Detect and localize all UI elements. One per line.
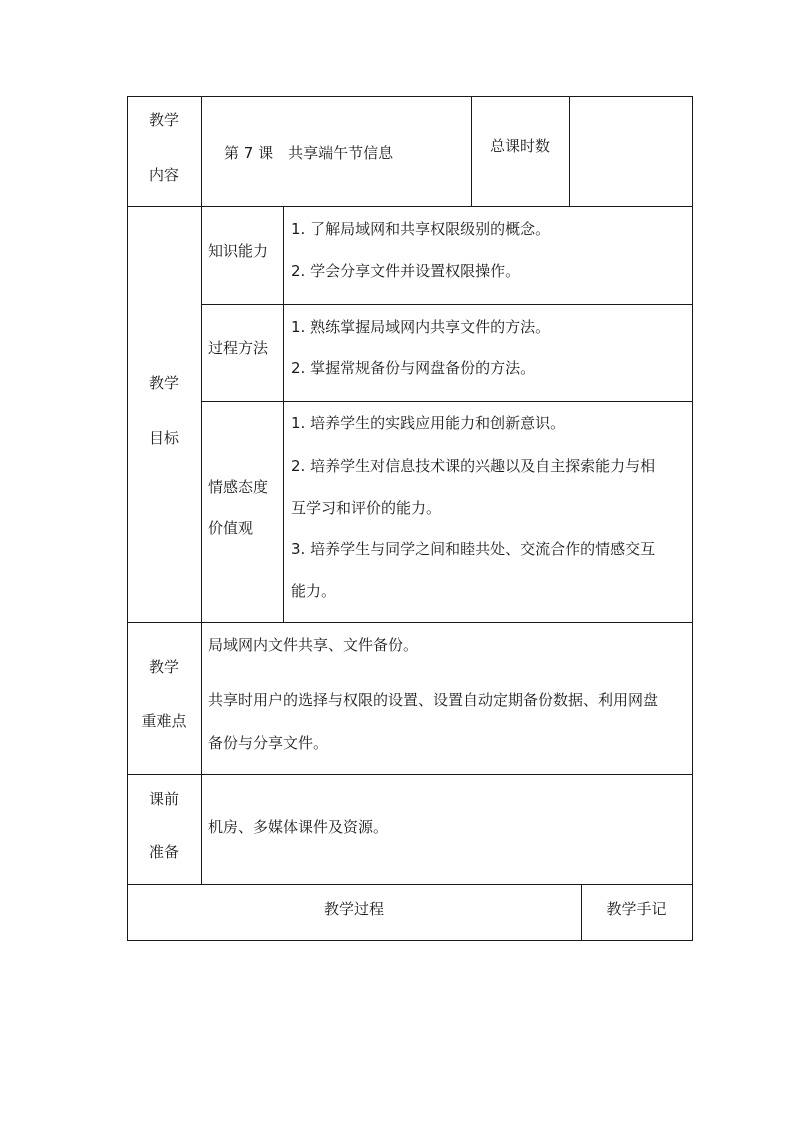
total-hours-label: 总课时数 — [489, 137, 550, 155]
teaching-process-header: 教学过程 — [323, 900, 384, 918]
emotion-line-3: 互学习和评价的能力。 — [291, 499, 442, 517]
process-item-2: 2. 掌握常规备份与网盘备份的方法。 — [291, 359, 536, 377]
table-border — [127, 96, 693, 97]
keypoints-line-3: 备份与分享文件。 — [208, 734, 329, 752]
process-label: 过程方法 — [208, 339, 269, 357]
knowledge-label: 知识能力 — [208, 242, 269, 260]
keypoints-label-line1: 教学 — [148, 658, 179, 676]
keypoints-line-2: 共享时用户的选择与权限的设置、设置自动定期备份数据、利用网盘 — [208, 691, 659, 709]
table-border — [283, 206, 284, 622]
table-border — [569, 96, 570, 206]
teaching-notes-header: 教学手记 — [606, 900, 667, 918]
prep-label-line2: 准备 — [148, 843, 179, 861]
content-label-line2: 内容 — [148, 166, 179, 184]
goals-label-line2: 目标 — [148, 429, 179, 447]
lesson-title: 第 7 课 共享端午节信息 — [224, 144, 394, 162]
table-border — [127, 774, 693, 775]
table-border — [127, 622, 693, 623]
knowledge-item-2: 2. 学会分享文件并设置权限操作。 — [291, 262, 521, 280]
emotion-label-line1: 情感态度 — [208, 478, 269, 496]
process-item-1: 1. 熟练掌握局域网内共享文件的方法。 — [291, 318, 551, 336]
emotion-line-5: 能力。 — [291, 582, 337, 600]
table-border — [127, 884, 693, 885]
keypoints-line-1: 局域网内文件共享、文件备份。 — [208, 636, 419, 654]
table-border — [127, 206, 693, 207]
keypoints-label-line2: 重难点 — [141, 712, 187, 730]
knowledge-item-1: 1. 了解局域网和共享权限级别的概念。 — [291, 220, 551, 238]
emotion-line-1: 1. 培养学生的实践应用能力和创新意识。 — [291, 414, 566, 432]
prep-label-line1: 课前 — [148, 790, 179, 808]
table-border — [127, 96, 128, 941]
table-border — [201, 304, 693, 305]
emotion-line-4: 3. 培养学生与同学之间和睦共处、交流合作的情感交互 — [291, 540, 656, 558]
content-label-line1: 教学 — [148, 111, 179, 129]
table-border — [201, 96, 202, 884]
goals-label-line1: 教学 — [148, 374, 179, 392]
emotion-label-line2: 价值观 — [208, 519, 254, 537]
prep-text: 机房、多媒体课件及资源。 — [208, 818, 389, 836]
table-border — [201, 401, 693, 402]
table-border — [127, 940, 693, 941]
table-border — [692, 96, 693, 941]
emotion-line-2: 2. 培养学生对信息技术课的兴趣以及自主探索能力与相 — [291, 457, 656, 475]
